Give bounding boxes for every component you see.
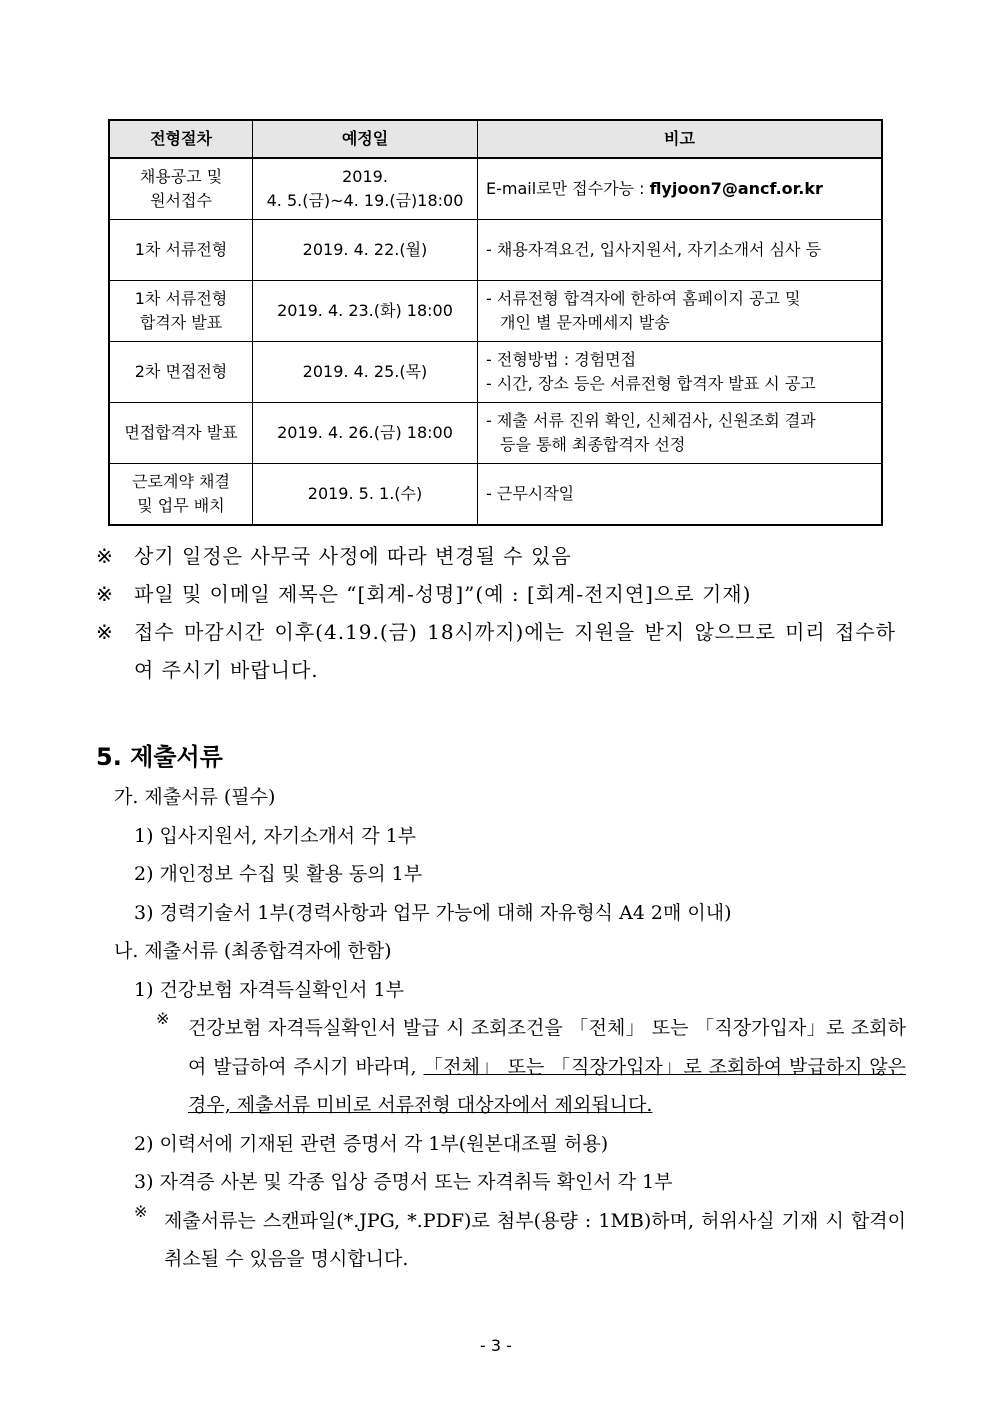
table-row: [109, 220, 882, 281]
list-item: 2) 이력서에 기재된 관련 증명서 각 1부(원본대조필 허용): [134, 1132, 609, 1155]
table-row: [109, 158, 882, 220]
date-cell: 2019. 4. 23.(화) 18:00: [253, 281, 478, 342]
table-row: [109, 281, 882, 342]
subsection-title: 나. 제출서류 (최종합격자에 한함): [114, 940, 392, 962]
note-cell: - 근무시작일: [478, 464, 883, 526]
reference-mark: ※: [96, 582, 114, 606]
reference-mark: ※: [134, 1201, 148, 1221]
note-cell: - 서류전형 합격자에 한하여 홈페이지 공고 및 개인 별 문자메세지 발송: [478, 281, 883, 342]
date-cell: 2019. 4. 25.(목): [253, 342, 478, 403]
note-cell: - 채용자격요건, 입사지원서, 자기소개서 심사 등: [478, 220, 883, 281]
note-item: ※ 상기 일정은 사무국 사정에 따라 변경될 수 있음: [96, 537, 896, 575]
date-cell: 2019. 5. 1.(수): [253, 464, 478, 526]
reference-mark: ※: [156, 1009, 170, 1028]
reference-mark: ※: [96, 620, 114, 644]
email-address: flyjoon7@ancf.or.kr: [649, 179, 823, 198]
date-cell: 2019. 4. 22.(월): [253, 220, 478, 281]
note-cell: - 전형방법 : 경험면접 - 시간, 장소 등은 서류전형 합격자 발표 시 공고: [478, 342, 883, 403]
list-item: 3) 자격증 사본 및 각종 입상 증명서 또는 자격취득 확인서 각 1부: [134, 1171, 673, 1193]
list-item: 2) 개인정보 수집 및 활용 동의 1부: [134, 863, 423, 885]
step-cell: 면접합격자 발표: [109, 403, 253, 464]
table-row: [109, 403, 882, 464]
reference-mark: ※: [96, 544, 114, 568]
note-cell: E-mail로만 접수가능 : flyjoon7@ancf.or.kr: [478, 158, 883, 220]
list-item: 1) 건강보험 자격득실확인서 1부: [134, 978, 404, 1001]
section-title: 5. 제출서류: [96, 743, 223, 771]
table-row: [109, 464, 882, 526]
subsection-title: 가. 제출서류 (필수): [114, 786, 276, 808]
date-cell: 2019. 4. 26.(금) 18:00: [253, 403, 478, 464]
underlined-warning: 「전체」 또는 「직장가입자」로 조회하여 발급하지 않은 경우, 제출서류 미비로 서류전형 대상자에서 제외됩니다.: [188, 1055, 907, 1116]
header-step: 전형절차: [109, 120, 253, 158]
table-header-row: [109, 120, 882, 158]
health-insurance-note: ※ 건강보험 자격득실확인서 발급 시 조회조건을 「전체」 또는 「직장가입자」로 조회하여 발급하여 주시기 바라며, 「전체」 또는 「직장가입자」로 조회하여 발급하지 않은 경우, 제출서류 미비로 서류전형 대상자에서 제외됩니다.: [96, 1009, 906, 1125]
submission-note: ※ 제출서류는 스캔파일(*.JPG, *.PDF)로 첨부(용량 : 1MB)하며, 허위사실 기재 시 합격이 취소될 수 있음을 명시합니다.: [96, 1202, 906, 1279]
note-item: ※ 파일 및 이메일 제목은 “[회계-성명]”(예 : [회계-전지연]으로 기재): [96, 575, 896, 613]
step-cell: 근로계약 채결 및 업무 배치: [109, 464, 253, 526]
page-number: - 3 -: [480, 1336, 512, 1355]
section-required-documents: [96, 730, 906, 1279]
date-cell: 2019. 4. 5.(금)~4. 19.(금)18:00: [253, 158, 478, 220]
list-item: 3) 경력기술서 1부(경력사항과 업무 가능에 대해 자유형식 A4 2매 이내): [134, 901, 732, 924]
step-cell: 2차 면접전형: [109, 342, 253, 403]
header-date: 예정일: [253, 120, 478, 158]
schedule-table: [108, 119, 883, 526]
note-cell: - 제출 서류 진위 확인, 신체검사, 신원조회 결과 등을 통해 최종합격자 선정: [478, 403, 883, 464]
note-item: ※ 접수 마감시간 이후(4.19.(금) 18시까지)에는 지원을 받지 않으므로 미리 접수하여 주시기 바랍니다.: [96, 613, 896, 689]
step-cell: 1차 서류전형 합격자 발표: [109, 281, 253, 342]
table-row: [109, 342, 882, 403]
schedule-notes: [96, 537, 896, 689]
step-cell: 1차 서류전형: [109, 220, 253, 281]
header-note: 비고: [478, 120, 883, 158]
list-item: 1) 입사지원서, 자기소개서 각 1부: [134, 824, 417, 847]
step-cell: 채용공고 및 원서접수: [109, 158, 253, 220]
